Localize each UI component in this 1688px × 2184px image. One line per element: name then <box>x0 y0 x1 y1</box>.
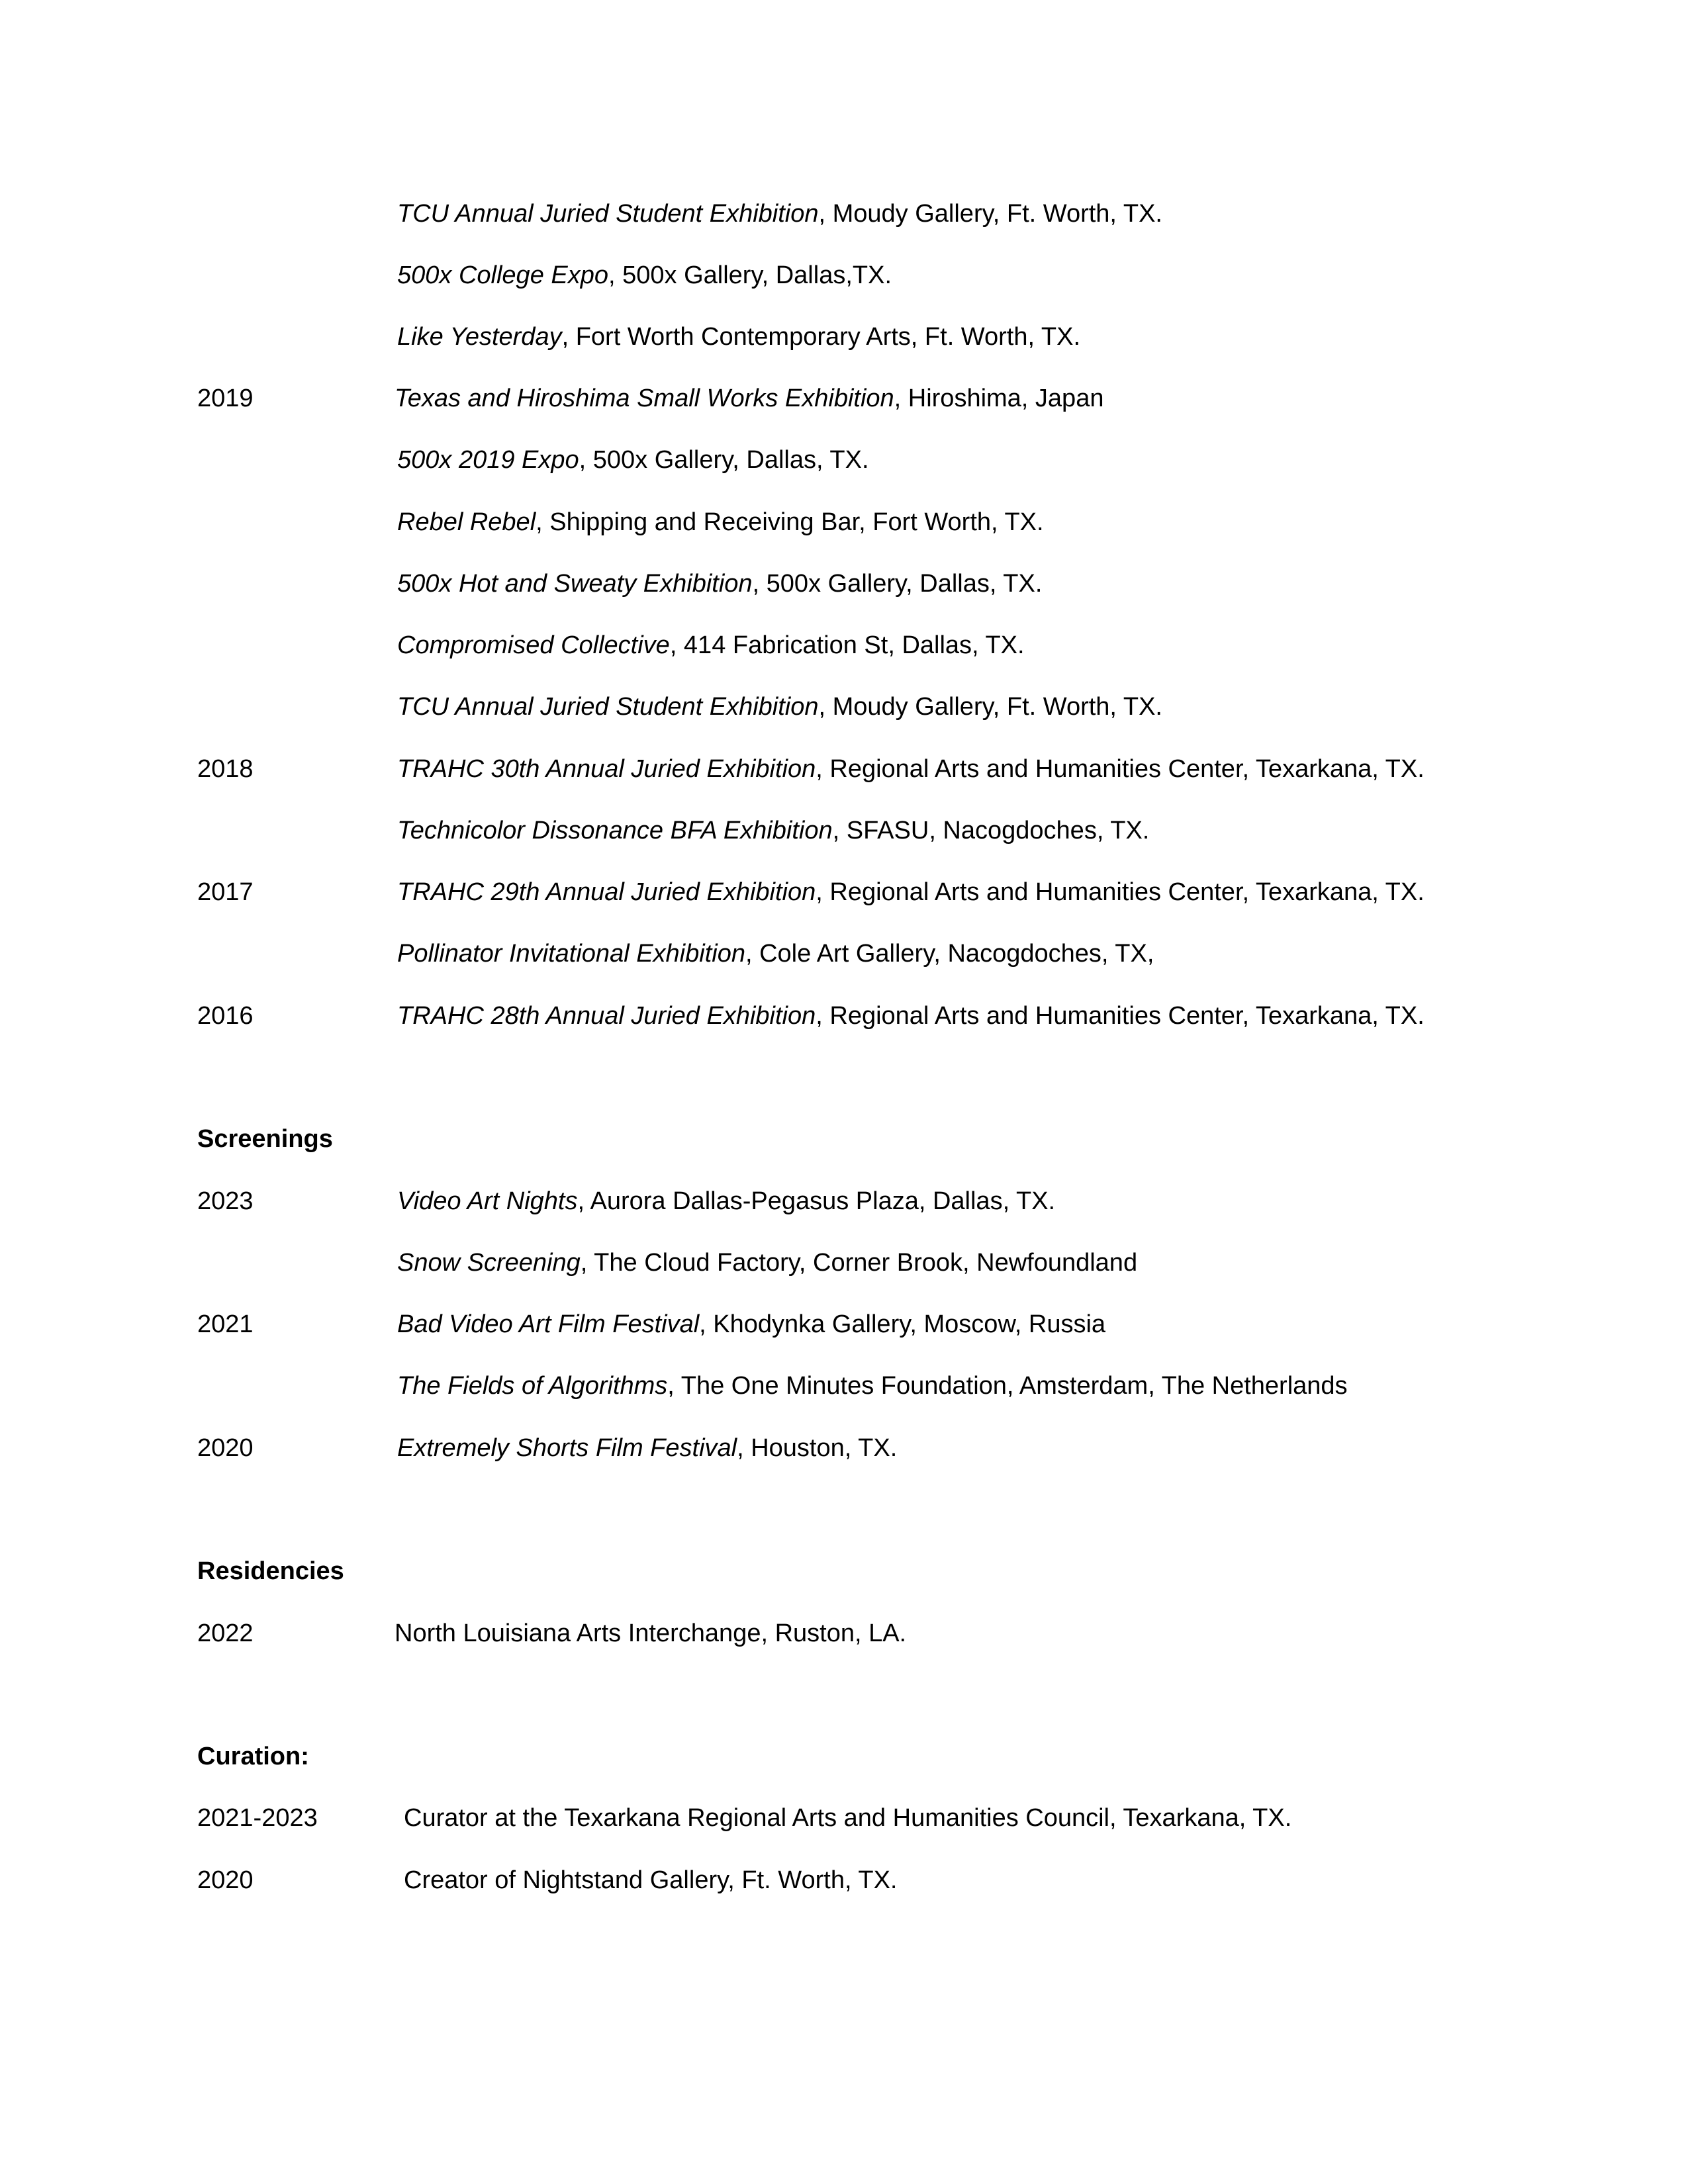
entry-detail: , Shipping and Receiving Bar, Fort Worth, TX. <box>536 508 1044 536</box>
list-item <box>0 317 1688 357</box>
entry-title: TRAHC 30th Annual Juried Exhibition <box>397 755 816 783</box>
entry-year: 2022 <box>197 1619 254 1647</box>
entry-text <box>397 317 1080 357</box>
section-heading-residencies <box>0 1551 1688 1591</box>
entry-text <box>395 379 1103 418</box>
entry-text <box>397 872 1425 912</box>
list-item <box>0 1366 1688 1406</box>
entry-text <box>397 502 1044 542</box>
entry-text <box>397 996 1425 1036</box>
entry-text <box>397 255 892 295</box>
section-heading: Screenings <box>197 1125 333 1153</box>
list-item <box>0 564 1688 604</box>
list-item <box>0 379 1688 418</box>
entry-text <box>397 687 1162 727</box>
entry-detail: , 500x Gallery, Dallas, TX. <box>579 446 869 474</box>
entry-text <box>397 1366 1348 1406</box>
section-heading: Curation: <box>197 1743 309 1770</box>
entry-text: North Louisiana Arts Interchange, Ruston, LA. <box>395 1619 907 1647</box>
entry-text <box>397 811 1149 850</box>
entry-text <box>397 440 869 480</box>
entry-detail: , 414 Fabrication St, Dallas, TX. <box>669 631 1025 659</box>
entry-detail: , Fort Worth Contemporary Arts, Ft. Worth, TX. <box>561 323 1081 351</box>
section-heading-curation <box>0 1737 1688 1776</box>
list-item <box>0 1304 1688 1344</box>
entry-title: TRAHC 29th Annual Juried Exhibition <box>397 878 816 906</box>
entry-text: Curator at the Texarkana Regional Arts and Humanities Council, Texarkana, TX. <box>404 1804 1292 1832</box>
entry-title: Pollinator Invitational Exhibition <box>397 940 745 968</box>
entry-detail: , Regional Arts and Humanities Center, Texarkana, TX. <box>816 878 1425 906</box>
entry-title: TCU Annual Juried Student Exhibition <box>397 200 819 228</box>
section-heading: Residencies <box>197 1557 344 1585</box>
entry-detail: , 500x Gallery, Dallas, TX. <box>752 570 1043 598</box>
entry-text <box>397 934 1154 974</box>
entry-detail: , Cole Art Gallery, Nacogdoches, TX, <box>745 940 1154 968</box>
list-item <box>0 1614 1688 1653</box>
entry-text <box>397 1181 1055 1221</box>
entry-year: 2016 <box>197 1002 254 1030</box>
entry-detail: , Khodynka Gallery, Moscow, Russia <box>699 1310 1106 1338</box>
entry-text <box>397 194 1162 234</box>
entry-text <box>397 1428 897 1468</box>
entry-year: 2017 <box>197 878 254 906</box>
entry-text <box>397 1304 1105 1344</box>
entry-title: TRAHC 28th Annual Juried Exhibition <box>397 1002 816 1030</box>
entry-title: Snow Screening <box>397 1249 581 1277</box>
entry-detail: , Houston, TX. <box>737 1434 898 1462</box>
list-item <box>0 1428 1688 1468</box>
list-item <box>0 194 1688 234</box>
entry-year: 2021 <box>197 1310 254 1338</box>
list-item <box>0 811 1688 850</box>
entry-title: Texas and Hiroshima Small Works Exhibition <box>395 385 894 412</box>
list-item <box>0 749 1688 789</box>
entry-detail: , The Cloud Factory, Corner Brook, Newfoundland <box>580 1249 1138 1277</box>
entry-text: Creator of Nightstand Gallery, Ft. Worth, TX. <box>404 1866 898 1894</box>
list-item <box>0 1181 1688 1221</box>
list-item <box>0 255 1688 295</box>
list-item <box>0 440 1688 480</box>
entry-title: The Fields of Algorithms <box>397 1372 668 1400</box>
entry-text <box>397 625 1025 665</box>
entry-detail: , The One Minutes Foundation, Amsterdam, The Netherlands <box>667 1372 1348 1400</box>
list-item <box>0 625 1688 665</box>
list-item <box>0 934 1688 974</box>
list-item <box>0 1798 1688 1838</box>
entry-year: 2020 <box>197 1434 254 1462</box>
entry-year: 2021-2023 <box>197 1804 318 1832</box>
entry-title: Bad Video Art Film Festival <box>397 1310 700 1338</box>
entry-title: Like Yesterday <box>397 323 562 351</box>
entry-detail: , 500x Gallery, Dallas,TX. <box>608 261 892 289</box>
entry-detail: , Regional Arts and Humanities Center, Texarkana, TX. <box>816 755 1425 783</box>
entry-title: Video Art Nights <box>397 1187 578 1215</box>
list-item <box>0 996 1688 1036</box>
entry-title: 500x College Expo <box>397 261 608 289</box>
entry-detail: , Aurora Dallas-Pegasus Plaza, Dallas, TX. <box>577 1187 1056 1215</box>
entry-title: TCU Annual Juried Student Exhibition <box>397 693 819 721</box>
entry-year: 2019 <box>197 385 254 412</box>
section-heading-screenings <box>0 1119 1688 1159</box>
entry-title: Technicolor Dissonance BFA Exhibition <box>397 817 833 844</box>
entry-detail: , Moudy Gallery, Ft. Worth, TX. <box>818 200 1162 228</box>
list-item <box>0 1860 1688 1900</box>
entry-year: 2023 <box>197 1187 254 1215</box>
entry-detail: , Moudy Gallery, Ft. Worth, TX. <box>818 693 1162 721</box>
entry-title: Extremely Shorts Film Festival <box>397 1434 737 1462</box>
entry-text <box>397 1243 1137 1283</box>
entry-text <box>397 749 1425 789</box>
list-item <box>0 872 1688 912</box>
entry-title: 500x Hot and Sweaty Exhibition <box>397 570 753 598</box>
entry-detail: , SFASU, Nacogdoches, TX. <box>832 817 1150 844</box>
entry-detail: , Regional Arts and Humanities Center, Texarkana, TX. <box>816 1002 1425 1030</box>
list-item <box>0 1243 1688 1283</box>
entry-detail: , Hiroshima, Japan <box>894 385 1104 412</box>
entry-year: 2018 <box>197 755 254 783</box>
entry-title: Compromised Collective <box>397 631 670 659</box>
entry-text <box>397 564 1042 604</box>
entry-year: 2020 <box>197 1866 254 1894</box>
entry-title: Rebel Rebel <box>397 508 536 536</box>
list-item <box>0 502 1688 542</box>
entry-title: 500x 2019 Expo <box>397 446 579 474</box>
list-item <box>0 687 1688 727</box>
